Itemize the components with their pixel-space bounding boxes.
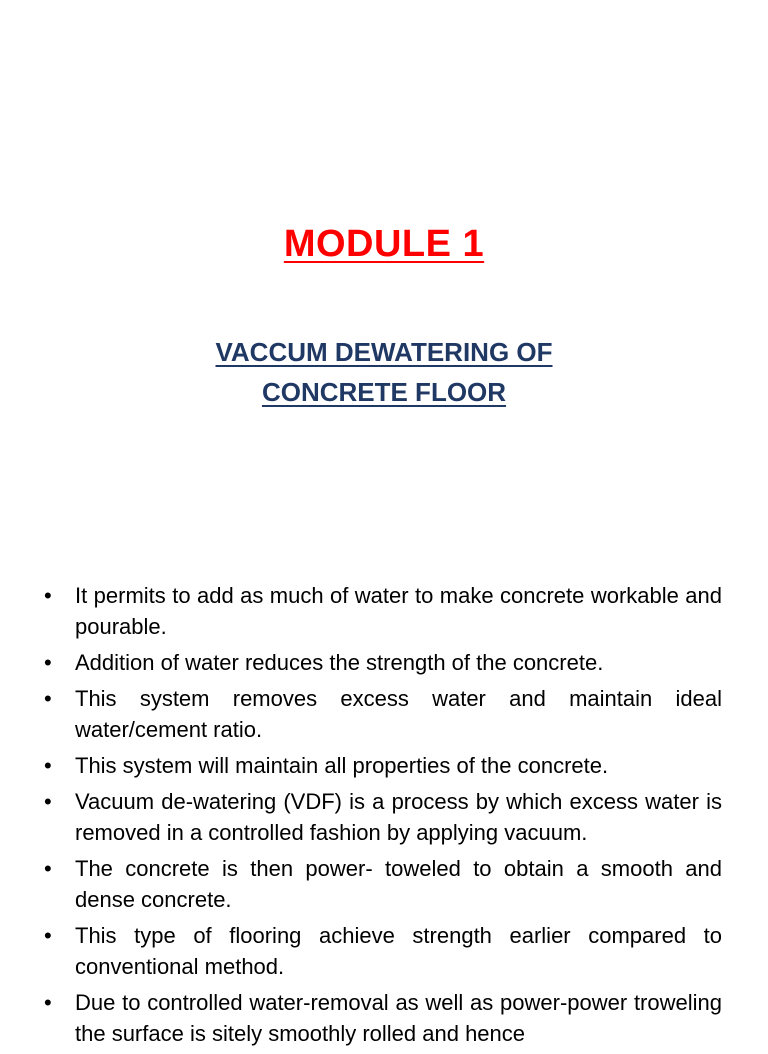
bullet-item (44, 647, 722, 678)
bullet-text: Addition of water reduces the strength of the concrete. (75, 650, 604, 675)
bullet-text: Vacuum de-watering (VDF) is a process by which excess water is removed in a controlled fashion by applying vacuum. (75, 789, 722, 845)
bullet-text: This system will maintain all properties of the concrete. (75, 753, 609, 778)
bullet-text: This system removes excess water and maintain ideal water/cement ratio. (75, 686, 722, 742)
bullet-icon: • (44, 686, 52, 711)
bullet-icon: • (44, 753, 52, 778)
bullet-item (44, 750, 722, 781)
bullet-item (44, 987, 722, 1049)
document-subtitle (0, 332, 768, 412)
module-title: MODULE 1 (283, 223, 485, 265)
bullet-icon: • (44, 923, 52, 948)
bullet-item (44, 683, 722, 745)
bullet-item (44, 920, 722, 982)
bullet-icon: • (44, 990, 52, 1015)
bullet-text: This type of flooring achieve strength earlier compared to conventional method. (75, 923, 722, 979)
bullet-icon: • (44, 650, 52, 675)
bullet-item (44, 580, 722, 642)
bullet-text: It permits to add as much of water to make concrete workable and pourable. (75, 583, 722, 639)
subtitle-line-2: CONCRETE FLOOR (261, 377, 507, 407)
bullet-item (44, 853, 722, 915)
bullet-list (44, 580, 722, 1054)
bullet-icon: • (44, 856, 52, 881)
bullet-icon: • (44, 583, 52, 608)
bullet-text: The concrete is then power- toweled to obtain a smooth and dense concrete. (75, 856, 722, 912)
bullet-item (44, 786, 722, 848)
subtitle-line-1: VACCUM DEWATERING OF (215, 337, 553, 367)
bullet-text: Due to controlled water-removal as well as power-power troweling the surface is sitely smoothly rolled and hence (75, 990, 722, 1046)
bullet-icon: • (44, 789, 52, 814)
